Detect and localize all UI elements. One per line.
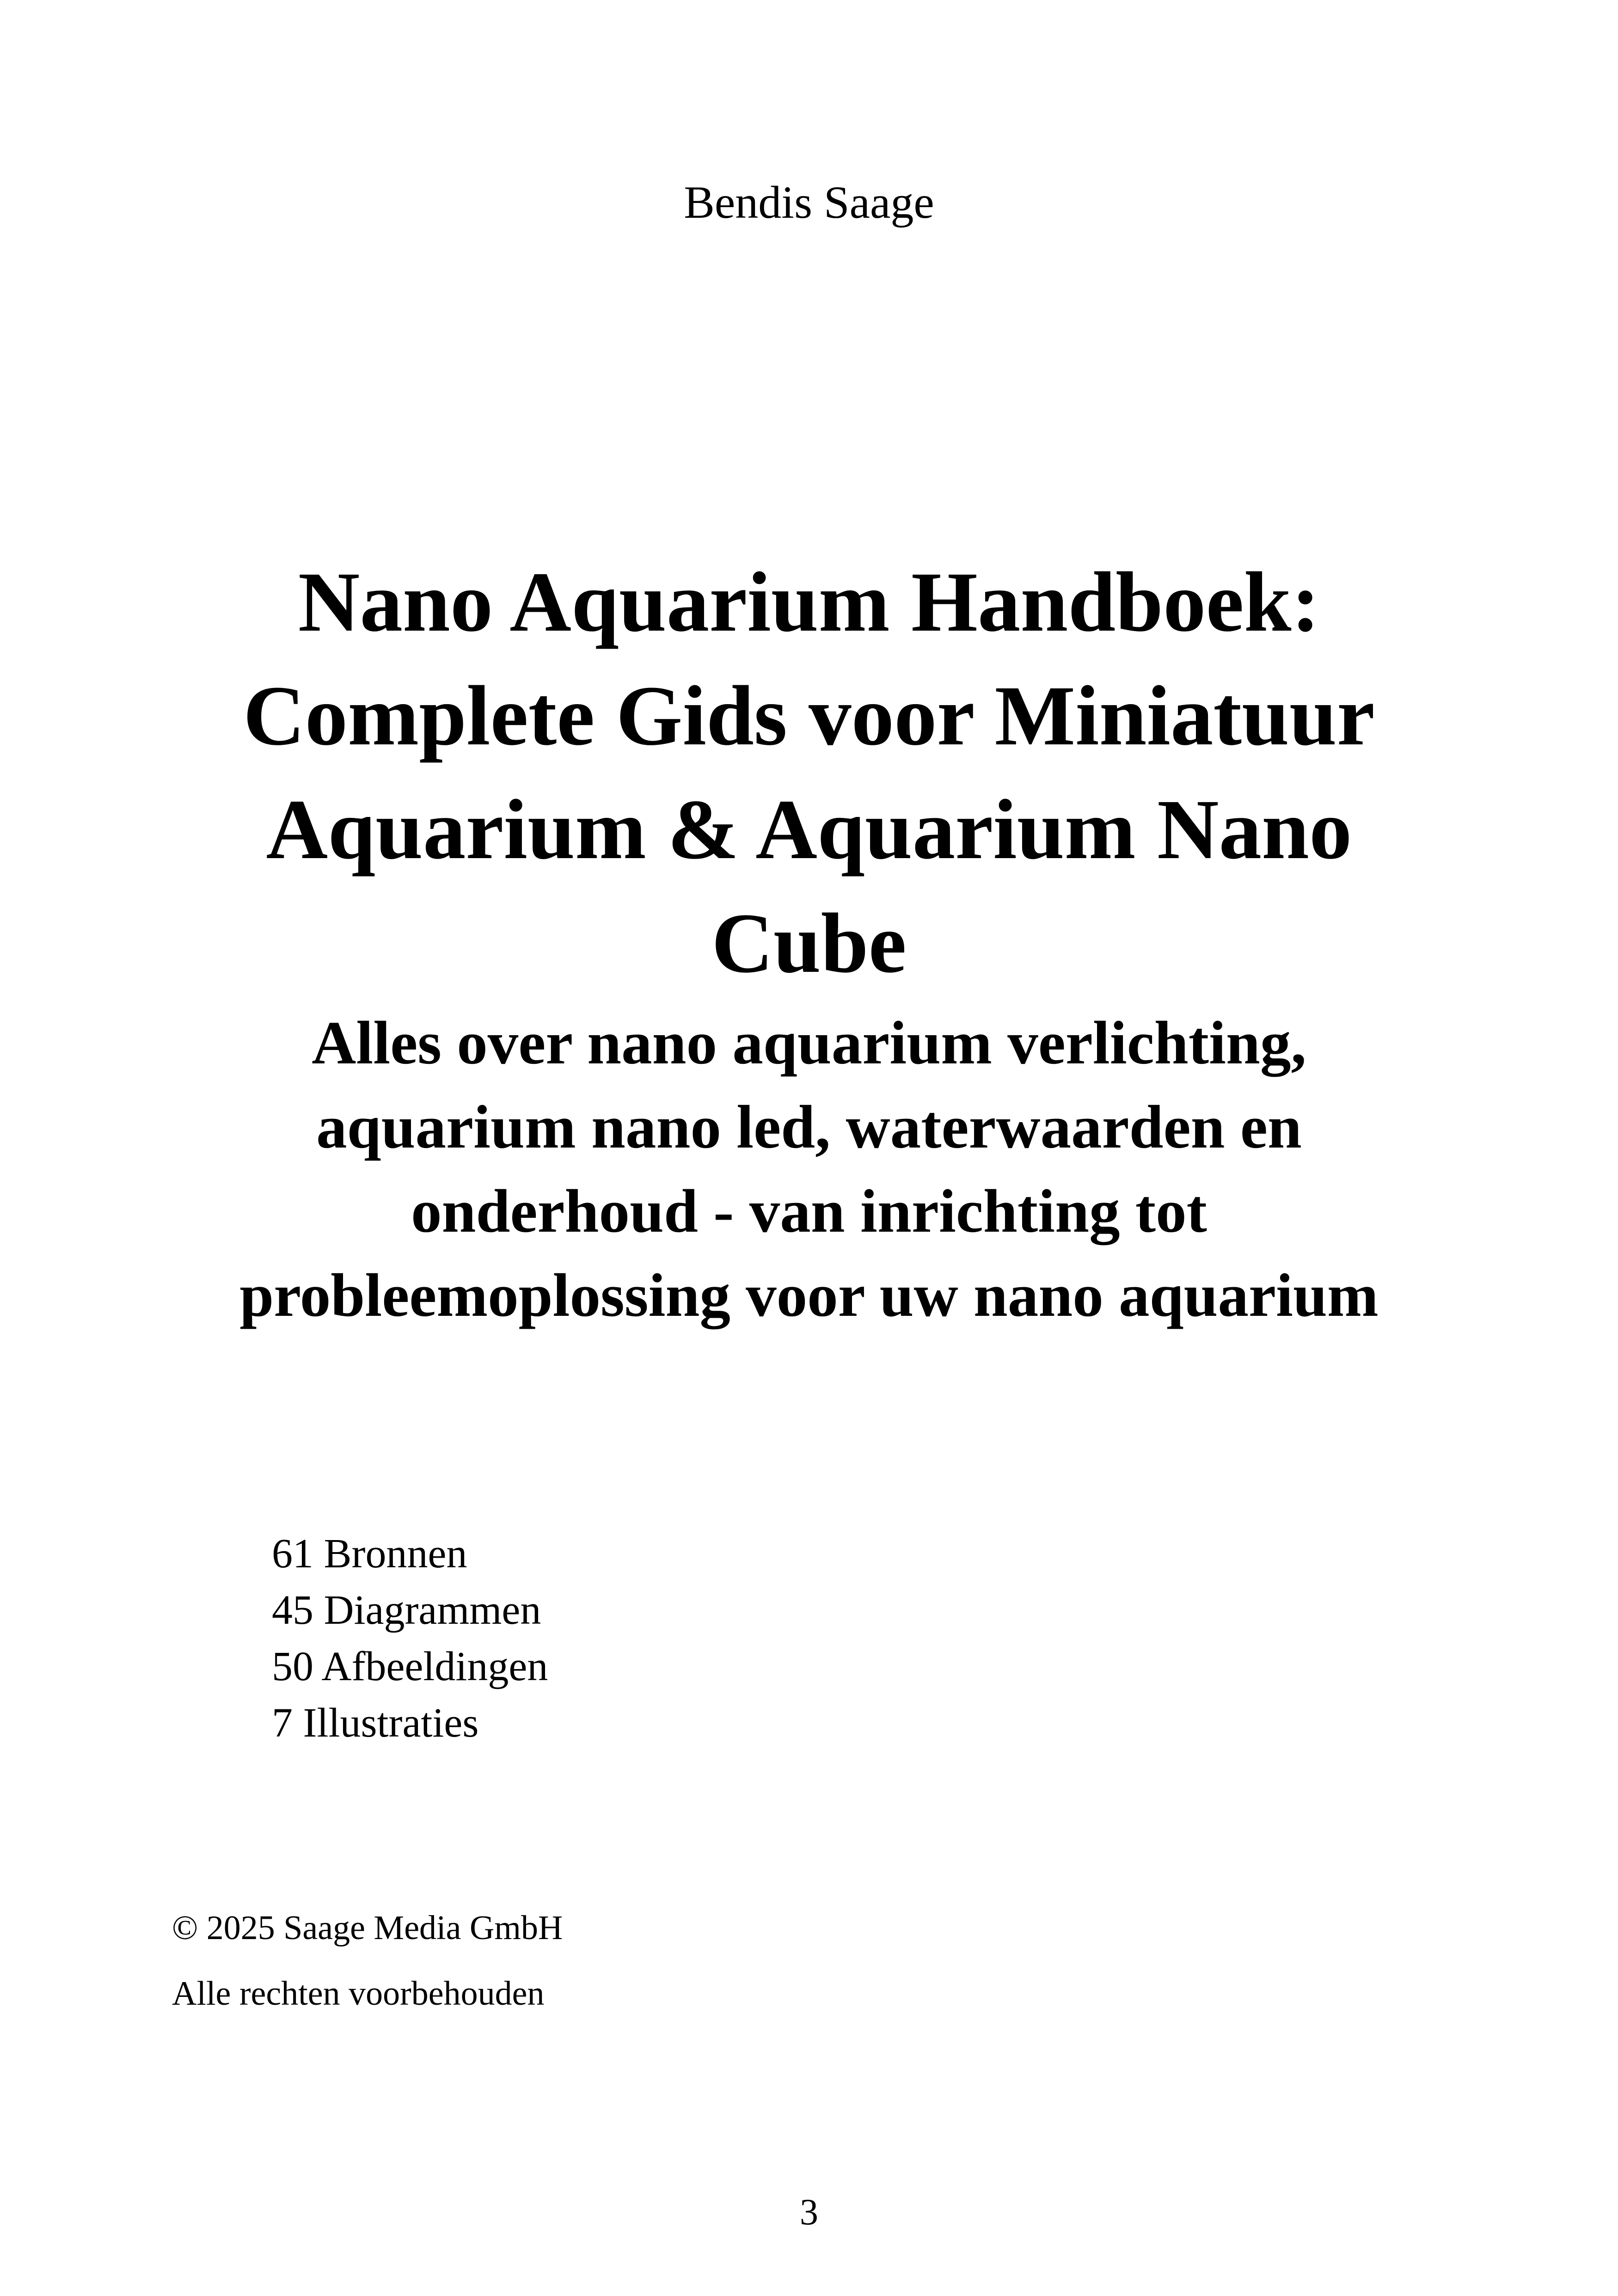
page-number: 3 [800, 2192, 818, 2233]
stat-diagrams: 45 Diagrammen [272, 1587, 541, 1633]
copyright-notice: © 2025 Saage Media GmbH [172, 1909, 563, 1947]
book-title-line: Nano Aquarium Handboek: [298, 555, 1320, 650]
book-title-line: Cube [711, 896, 907, 991]
author-name: Bendis Saage [684, 177, 934, 228]
book-subtitle-line: onderhoud - van inrichting tot [411, 1177, 1207, 1245]
book-subtitle-line: Alles over nano aquarium verlichting, [312, 1008, 1306, 1077]
stat-sources: 61 Bronnen [272, 1531, 467, 1577]
book-title-line: Aquarium & Aquarium Nano [266, 782, 1352, 877]
rights-notice: Alle rechten voorbehouden [172, 1975, 545, 2013]
title-block [116, 546, 1502, 1337]
stat-illustrations: 7 Illustraties [272, 1700, 479, 1746]
book-subtitle-line: aquarium nano led, waterwaarden en [316, 1093, 1302, 1161]
book-stats-list [272, 1526, 548, 1751]
book-title-line: Complete Gids voor Miniatuur [243, 669, 1375, 763]
stat-images: 50 Afbeeldingen [272, 1644, 548, 1689]
book-subtitle-line: probleemoplossing voor uw nano aquarium [239, 1261, 1379, 1329]
